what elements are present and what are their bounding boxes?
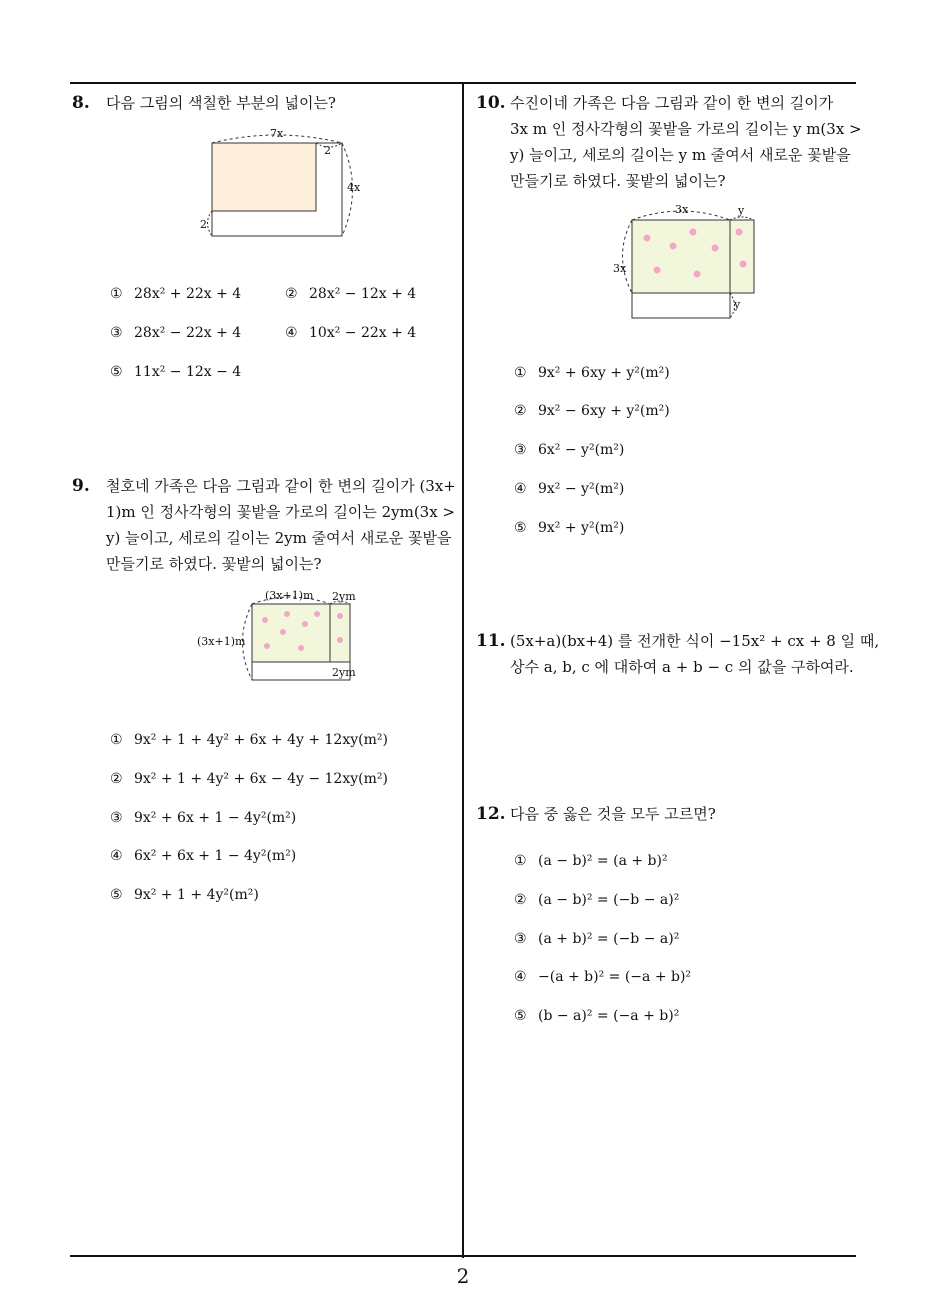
question-8 <box>72 90 452 116</box>
question-text-line: (5x+a)(bx+4) 를 전개한 식이 −15x² + cx + 8 일 때, <box>510 632 880 650</box>
option-5[interactable]: ⑤ 9x² + 1 + 4y²(m²) <box>110 887 259 903</box>
option-5[interactable]: ⑤ 9x² + y²(m²) <box>514 520 625 536</box>
question-number: 10. <box>476 93 506 113</box>
question-text-line: 상수 a, b, c 에 대하여 a + b − c 의 값을 구하여라. <box>510 658 854 676</box>
question-text-line: y) 늘이고, 세로의 길이는 2ym 줄여서 새로운 꽃밭을 <box>106 529 452 547</box>
option-4[interactable]: ④ 10x² − 22x + 4 <box>285 325 417 341</box>
option-1[interactable]: ① 9x² + 1 + 4y² + 6x + 4y + 12xy(m²) <box>110 732 388 748</box>
label-top: 7x <box>270 127 284 140</box>
option-2[interactable]: ② 9x² + 1 + 4y² + 6x − 4y − 12xy(m²) <box>110 771 388 787</box>
option-3[interactable]: ③ 28x² − 22x + 4 <box>110 325 242 341</box>
label-left-small: 2 <box>200 218 207 231</box>
page-number: 2 <box>456 1264 470 1288</box>
label-top: (3x+1)m <box>265 589 314 602</box>
question-text-line: 1)m 인 정사각형의 꽃밭을 가로의 길이는 2ym(3x > <box>106 503 456 521</box>
label-right-small: 2 <box>324 144 331 157</box>
option-4[interactable]: ④ 9x² − y²(m²) <box>514 481 625 497</box>
question-11 <box>476 628 880 680</box>
q10-figure <box>605 200 765 325</box>
label-bottom-right: y <box>734 298 741 311</box>
question-number: 11. <box>476 631 506 651</box>
question-12 <box>476 801 861 827</box>
question-number: 8. <box>72 93 90 113</box>
question-text-line: 만들기로 하였다. 꽃밭의 넓이는? <box>106 555 322 573</box>
label-top-right: 2ym <box>332 590 356 603</box>
question-text-line: y) 늘이고, 세로의 길이는 y m 줄여서 새로운 꽃밭을 <box>510 146 851 164</box>
option-2[interactable]: ② (a − b)² = (−b − a)² <box>514 892 680 908</box>
q9-figure <box>195 586 370 686</box>
option-5[interactable]: ⑤ (b − a)² = (−a + b)² <box>514 1008 680 1024</box>
question-number: 12. <box>476 804 506 824</box>
label-left: (3x+1)m <box>197 635 246 648</box>
label-right: 4x <box>347 181 361 194</box>
question-text-line: 수진이네 가족은 다음 그림과 같이 한 변의 길이가 <box>510 94 834 112</box>
option-4[interactable]: ④ 6x² + 6x + 1 − 4y²(m²) <box>110 848 297 864</box>
question-text-line: 만들기로 하였다. 꽃밭의 넓이는? <box>510 172 726 190</box>
label-top-right: y <box>738 204 745 217</box>
question-text-line: 철호네 가족은 다음 그림과 같이 한 변의 길이가 (3x+ <box>106 477 456 495</box>
label-top: 3x <box>675 203 689 216</box>
option-4[interactable]: ④ −(a + b)² = (−a + b)² <box>514 969 692 985</box>
column-divider <box>462 83 464 1258</box>
q8-figure <box>195 125 365 240</box>
option-3[interactable]: ③ 9x² + 6x + 1 − 4y²(m²) <box>110 810 297 826</box>
option-1[interactable]: ① (a − b)² = (a + b)² <box>514 853 668 869</box>
question-text-line: 3x m 인 정사각형의 꽃밭을 가로의 길이는 y m(3x > <box>510 120 862 138</box>
question-text: 다음 중 옳은 것을 모두 고르면? <box>510 805 716 823</box>
question-10 <box>476 90 861 194</box>
option-1[interactable]: ① 9x² + 6xy + y²(m²) <box>514 365 670 381</box>
option-2[interactable]: ② 28x² − 12x + 4 <box>285 286 417 302</box>
label-left: 3x <box>613 262 627 275</box>
option-5[interactable]: ⑤ 11x² − 12x − 4 <box>110 364 242 380</box>
question-number: 9. <box>72 476 90 496</box>
option-1[interactable]: ① 28x² + 22x + 4 <box>110 286 242 302</box>
label-bottom-right: 2ym <box>332 666 356 679</box>
question-9 <box>72 473 457 577</box>
option-2[interactable]: ② 9x² − 6xy + y²(m²) <box>514 403 670 419</box>
question-text: 다음 그림의 색칠한 부분의 넓이는? <box>106 94 336 112</box>
bottom-rule <box>70 1255 856 1257</box>
option-3[interactable]: ③ (a + b)² = (−b − a)² <box>514 931 680 947</box>
option-3[interactable]: ③ 6x² − y²(m²) <box>514 442 625 458</box>
